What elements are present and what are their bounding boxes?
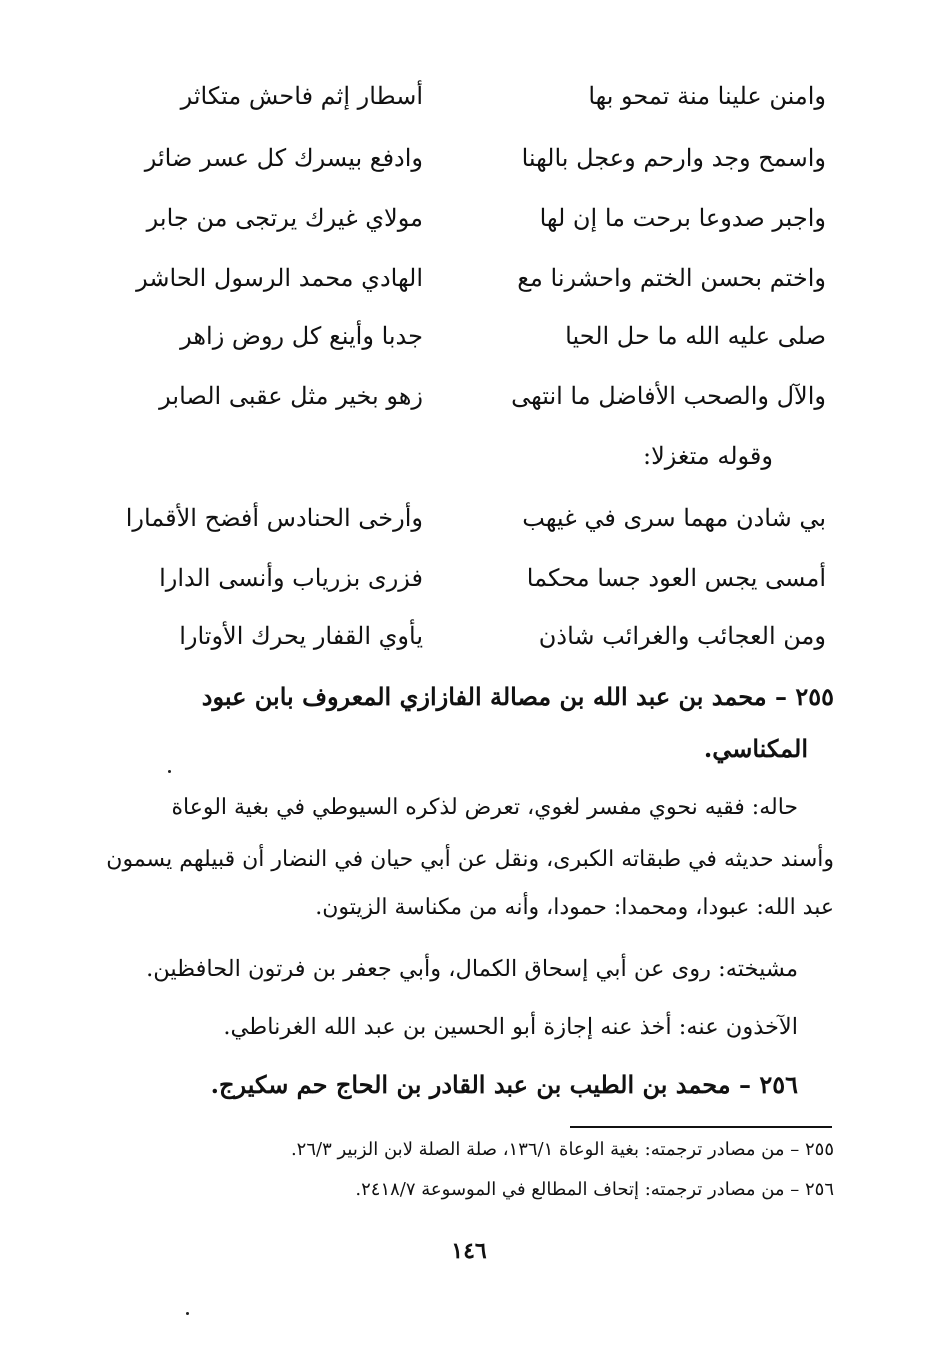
footnote-255: ٢٥٥ – من مصادر ترجمته: بغية الوعاة ١٣٦/١، صلة الصلة لابن الزبير ٢٦/٣. [290,1139,834,1160]
verse-hemistich-left: أسطار إثم فاحش متكاثر [180,82,423,110]
verse-hemistich-right: بي شادن مهما سرى في غيهب [522,504,826,532]
verse-hemistich-left: الهادي محمد الرسول الحاشر [136,264,423,292]
entry-255-bio-line: وأسند حديثه في طبقاته الكبرى، ونقل عن أبي حيان في النضار أن قبيلهم يسمون [106,847,834,872]
verse-hemistich-right: واجبر صدوعا برحت ما إن لها [539,204,826,232]
verse-row [0,258,938,298]
verse-hemistich-left: زهو بخير مثل عقبى الصابر [159,382,423,410]
verse-hemistich-right: واختم بحسن الختم واحشرنا مع [517,264,826,292]
verse-row [0,198,938,238]
verse-hemistich-right: واسمح وجد وارحم وعجل بالهنا [521,144,826,172]
footnote-256: ٢٥٦ – من مصادر ترجمته: إتحاف المطالع في الموسوعة ٢٤١٨/٧. [355,1179,834,1200]
entry-255-bio-line: عبد الله: عبودا، ومحمدا: حمودا، وأنه من مكناسة الزيتون. [315,895,834,920]
verse-row [0,376,938,416]
verse-hemistich-right: أمسى يجس العود جسا محكما [526,564,826,592]
entry-255-bio-line: حاله: فقيه نحوي مفسر لغوي، تعرض لذكره السيوطي في بغية الوعاة [171,795,798,820]
verse-hemistich-right: والآل والصحب الأفاضل ما انتهى [511,382,826,410]
scan-speck [186,1312,189,1315]
entry-256-title: ٢٥٦ – محمد بن الطيب بن عبد القادر بن الحاج حم سكيرج. [210,1070,798,1099]
verse-row [0,76,938,116]
verse-hemistich-left: جدبا وأينع كل روض زاهر [180,322,423,350]
verse-hemistich-left: يأوي القفار يحرك الأوتارا [179,622,423,650]
entry-255-title-continued: المكناسي. [703,734,808,763]
verse-hemistich-left: وادفع بيسرك كل عسر ضائر [144,144,423,172]
verse-hemistich-right: وامنن علينا منة تمحو بها [588,82,826,110]
scan-speck [168,770,171,773]
verse-hemistich-left: وأرخى الحنادس أفضح الأقمارا [125,504,423,532]
entry-255-title: ٢٥٥ – محمد بن عبد الله بن مصالة الفازازي المعروف بابن عبود [201,682,834,711]
verse-hemistich-right: صلى عليه الله ما حل الحيا [565,322,826,350]
verse-hemistich-left: مولاي غيرك يرتجى من جابر [146,204,423,232]
verse-hemistich-right: ومن العجائب والغرائب شاذن [538,622,826,650]
footnote-separator [570,1126,832,1128]
verse-hemistich-left: فزرى بزرياب وأنسى الدارا [159,564,423,592]
verse-row [0,616,938,656]
verse-row [0,558,938,598]
verse-row [0,316,938,356]
entry-255-teachers: مشيخته: روى عن أبي إسحاق الكمال، وأبي جعفر بن فرتون الحافظين. [146,956,798,982]
page-number: ١٤٦ [451,1238,487,1264]
verse-row [0,138,938,178]
poem-intro: وقوله متغزلا: [643,442,773,470]
entry-255-students: الآخذون عنه: أخذ عنه إجازة أبو الحسين بن عبد الله الغرناطي. [223,1014,798,1040]
verse-row [0,498,938,538]
